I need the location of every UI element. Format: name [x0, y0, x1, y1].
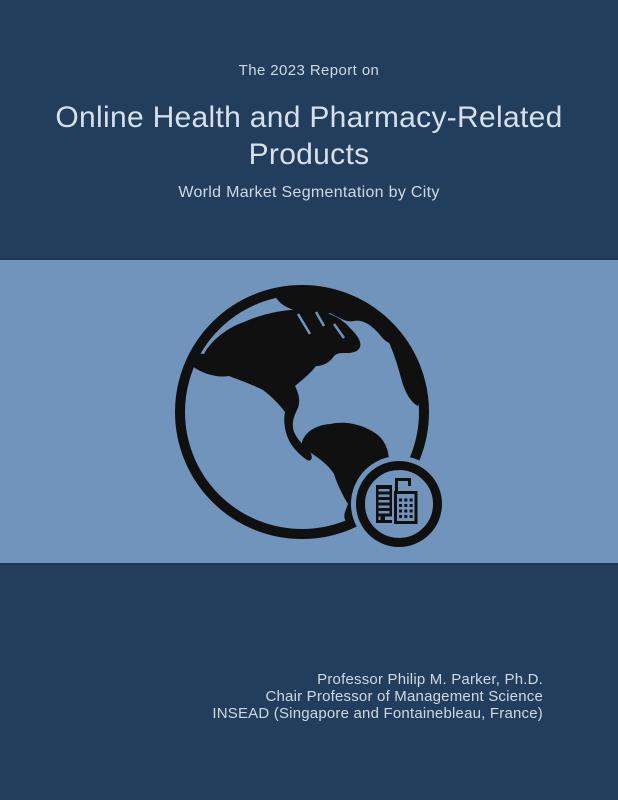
- report-subtitle: World Market Segmentation by City: [178, 184, 440, 201]
- globe-americas-icon: [152, 262, 452, 562]
- report-title: Online Health and Pharmacy-Related Products: [55, 101, 563, 171]
- east-crescent-shape: [380, 316, 423, 406]
- author-affiliation: INSEAD (Singapore and Fontainebleau, France): [212, 704, 543, 722]
- author-title: Chair Professor of Management Science: [265, 687, 543, 705]
- city-buildings-icon: [361, 466, 438, 543]
- author-name: Professor Philip M. Parker, Ph.D.: [317, 671, 543, 688]
- author-block: [212, 672, 543, 722]
- report-kicker: The 2023 Report on: [238, 62, 380, 79]
